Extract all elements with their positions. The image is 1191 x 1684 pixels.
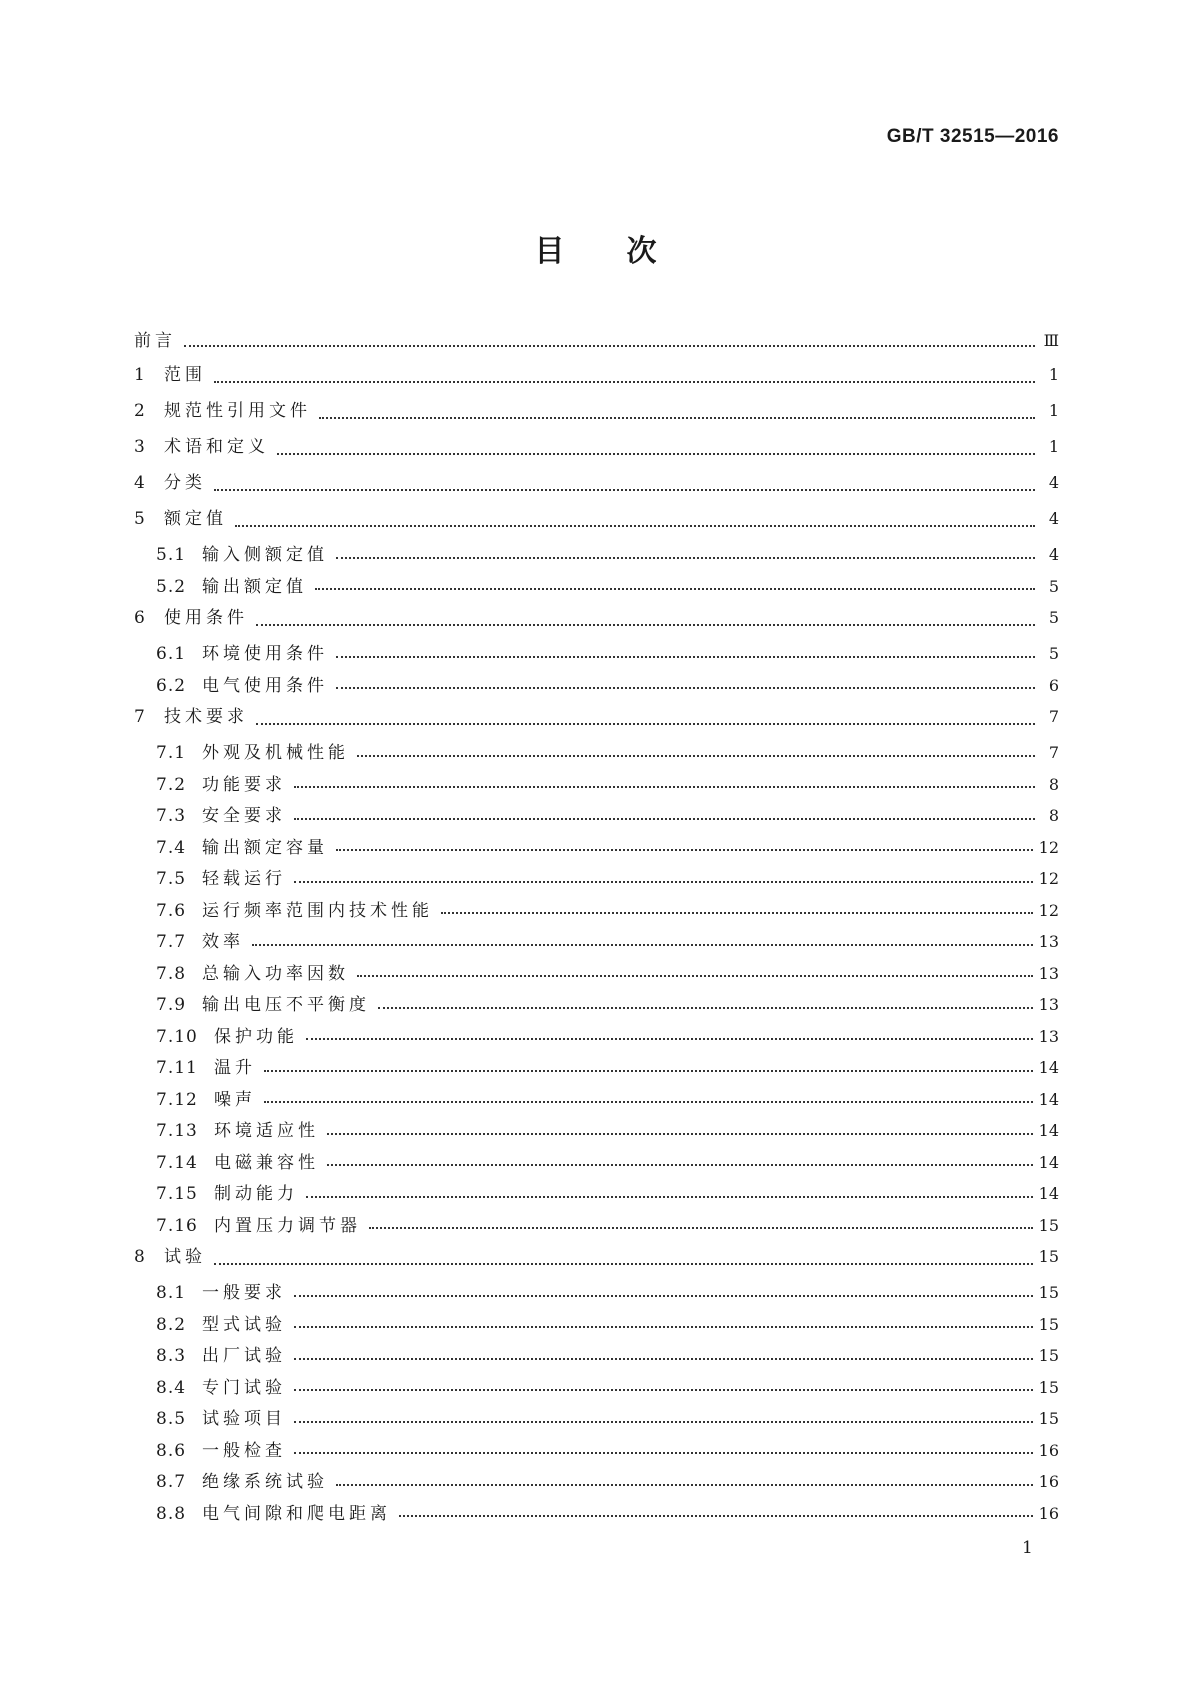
dot-leader — [319, 417, 1035, 419]
toc-entry-label: 噪声 — [214, 1089, 256, 1110]
toc-entry-label: 输出额定容量 — [202, 837, 328, 858]
toc-entry-label: 输出电压不平衡度 — [202, 995, 370, 1015]
dot-leader — [306, 1038, 1033, 1040]
toc-entry-number: 7.3 — [156, 806, 187, 826]
toc-entry-number: 7.13 — [156, 1121, 198, 1141]
toc-entry-label: 试验项目 — [202, 1409, 286, 1429]
toc-entry-number: 8.1 — [156, 1283, 187, 1303]
toc-entry-page: 7 — [1048, 707, 1059, 726]
toc-entry[interactable] — [134, 801, 1059, 833]
toc-entry-page: 14 — [1038, 1184, 1059, 1203]
toc-entry-page: 8 — [1048, 806, 1059, 825]
toc-entry-number: 5.1 — [156, 545, 187, 565]
toc-entry-label: 安全要求 — [202, 806, 286, 826]
toc-entry-page: 14 — [1038, 1089, 1059, 1109]
toc-entry-label: 保护功能 — [214, 1026, 298, 1047]
toc-entry-number: 7.2 — [156, 774, 187, 795]
toc-entry[interactable] — [134, 1242, 1059, 1278]
page-title: 目次 — [534, 234, 719, 269]
toc-entry[interactable] — [134, 738, 1059, 770]
dot-leader — [294, 1421, 1033, 1423]
toc-entry-label: 总输入功率因数 — [202, 963, 349, 984]
toc-entry-label: 术语和定义 — [164, 437, 269, 457]
toc-entry-number: 7.6 — [156, 900, 187, 921]
toc-entry-page: 14 — [1038, 1058, 1059, 1077]
toc-entry-label: 前言 — [134, 331, 176, 351]
dot-leader — [399, 1515, 1033, 1517]
toc-entry[interactable] — [134, 1022, 1059, 1054]
dot-leader — [277, 453, 1035, 455]
toc-entry-label: 运行频率范围内技术性能 — [202, 900, 433, 921]
dot-leader — [294, 881, 1033, 883]
toc-entry[interactable] — [134, 702, 1059, 738]
toc-entry-page: 7 — [1048, 743, 1059, 762]
toc-entry-number: 8.2 — [156, 1314, 187, 1335]
toc-entry[interactable] — [134, 896, 1059, 928]
toc-entry-number: 1 — [134, 365, 146, 385]
dot-leader — [357, 755, 1035, 757]
toc-entry-page: 12 — [1038, 869, 1059, 888]
toc-entry-label: 额定值 — [164, 509, 227, 529]
toc-entry-number: 3 — [134, 437, 146, 457]
toc-entry-page: 1 — [1048, 437, 1059, 456]
toc-entry[interactable] — [134, 927, 1059, 959]
toc-entry-page: 15 — [1038, 1314, 1059, 1334]
toc-entry[interactable] — [134, 504, 1059, 540]
toc-entry-page: 8 — [1048, 774, 1059, 794]
toc-entry-number: 8.5 — [156, 1409, 187, 1429]
document-code: GB/T 32515—2016 — [886, 126, 1059, 147]
toc-entry-number: 7.5 — [156, 869, 187, 889]
toc-entry-label: 轻载运行 — [202, 869, 286, 889]
toc-entry-page: 14 — [1038, 1121, 1059, 1140]
toc-entry-page: 15 — [1038, 1215, 1059, 1235]
dot-leader — [327, 1164, 1033, 1166]
toc-entry-page: 5 — [1048, 644, 1059, 663]
toc-entry-number: 8.7 — [156, 1472, 187, 1492]
dot-leader — [336, 687, 1035, 689]
toc-entry-label: 规范性引用文件 — [164, 401, 311, 421]
toc-entry-number: 8 — [134, 1247, 146, 1267]
toc-entry-page: 4 — [1048, 545, 1059, 564]
dot-leader — [264, 1070, 1033, 1072]
toc-entry-number: 6 — [134, 608, 146, 628]
toc-entry[interactable] — [134, 360, 1059, 396]
toc-entry-label: 外观及机械性能 — [202, 743, 349, 763]
toc-entry[interactable] — [134, 639, 1059, 671]
dot-leader — [294, 1295, 1033, 1297]
dot-leader — [336, 557, 1035, 559]
toc-entry-number: 8.6 — [156, 1440, 187, 1461]
dot-leader — [264, 1101, 1033, 1103]
toc-entry-number: 7.11 — [156, 1058, 198, 1078]
toc-entry-number: 5 — [134, 509, 146, 529]
dot-leader — [294, 1326, 1033, 1328]
toc-entry-number: 7.10 — [156, 1026, 198, 1047]
toc-entry-page: 4 — [1048, 509, 1059, 528]
toc-entry-label: 输入侧额定值 — [202, 545, 328, 565]
dot-leader — [235, 525, 1035, 527]
toc-entry-number: 8.4 — [156, 1377, 187, 1398]
toc-entry-label: 环境适应性 — [214, 1121, 319, 1141]
page-number: 1 — [1022, 1538, 1033, 1558]
dot-leader — [294, 1389, 1033, 1391]
toc-entry-page: 1 — [1048, 365, 1059, 384]
toc-entry-label: 内置压力调节器 — [214, 1215, 361, 1236]
toc-entry[interactable] — [134, 671, 1059, 703]
toc-entry-page: 12 — [1038, 837, 1059, 857]
toc-entry-number: 2 — [134, 401, 146, 421]
dot-leader — [378, 1007, 1033, 1009]
dot-leader — [256, 624, 1035, 626]
toc-entry[interactable] — [134, 1116, 1059, 1148]
toc-entry-number: 6.1 — [156, 644, 187, 664]
toc-entry-label: 功能要求 — [202, 774, 286, 795]
toc-entry[interactable] — [134, 540, 1059, 572]
toc-entry[interactable] — [134, 1341, 1059, 1373]
toc-entry[interactable] — [134, 603, 1059, 639]
toc-entry[interactable] — [134, 572, 1059, 604]
toc-entry-number: 7.1 — [156, 743, 187, 763]
dot-leader — [256, 723, 1035, 725]
toc-entry-label: 出厂试验 — [202, 1346, 286, 1366]
toc-entry[interactable] — [134, 432, 1059, 468]
toc-entry[interactable] — [134, 396, 1059, 432]
toc-entry-label: 型式试验 — [202, 1314, 286, 1335]
toc-entry-page: 16 — [1038, 1440, 1059, 1460]
toc-entry-label: 温升 — [214, 1058, 256, 1078]
toc-entry-number: 7.12 — [156, 1089, 198, 1110]
toc-entry[interactable] — [134, 1179, 1059, 1211]
toc-entry[interactable] — [134, 1278, 1059, 1310]
dot-leader — [336, 849, 1033, 851]
dot-leader — [214, 381, 1035, 383]
toc-entry-page: 14 — [1038, 1152, 1059, 1172]
toc-entry-number: 7.14 — [156, 1152, 198, 1173]
toc-entry-label: 效率 — [202, 932, 244, 952]
dot-leader — [294, 1358, 1033, 1360]
toc-entry-page: 13 — [1038, 963, 1059, 983]
dot-leader — [315, 588, 1035, 590]
table-of-contents — [134, 326, 1059, 1530]
toc-entry-page: 4 — [1048, 473, 1059, 492]
toc-entry-label: 电气间隙和爬电距离 — [202, 1503, 391, 1524]
toc-entry-number: 7.9 — [156, 995, 187, 1015]
toc-entry-number: 8.8 — [156, 1503, 187, 1524]
toc-entry-label: 环境使用条件 — [202, 644, 328, 664]
toc-entry-number: 7 — [134, 707, 146, 727]
toc-entry-label: 技术要求 — [164, 707, 248, 727]
toc-entry-number: 8.3 — [156, 1346, 187, 1366]
toc-entry-page: 13 — [1038, 932, 1059, 951]
dot-leader — [306, 1196, 1033, 1198]
toc-entry[interactable] — [134, 959, 1059, 991]
toc-entry[interactable] — [134, 326, 1059, 360]
toc-entry-label: 使用条件 — [164, 608, 248, 628]
toc-entry-label: 一般检查 — [202, 1440, 286, 1461]
toc-entry[interactable] — [134, 990, 1059, 1022]
toc-entry-page: 15 — [1038, 1283, 1059, 1302]
dot-leader — [357, 975, 1033, 977]
toc-entry-page: 13 — [1038, 1026, 1059, 1046]
toc-entry-number: 7.7 — [156, 932, 187, 952]
toc-entry[interactable] — [134, 864, 1059, 896]
toc-entry-page: 15 — [1038, 1377, 1059, 1397]
toc-entry[interactable] — [134, 1053, 1059, 1085]
toc-entry-page: 15 — [1038, 1346, 1059, 1365]
toc-entry[interactable] — [134, 1211, 1059, 1243]
toc-entry-label: 一般要求 — [202, 1283, 286, 1303]
toc-entry-number: 7.15 — [156, 1184, 198, 1204]
toc-entry-page: 12 — [1038, 900, 1059, 920]
toc-entry-page: 5 — [1048, 576, 1059, 596]
toc-entry-number: 6.2 — [156, 675, 187, 696]
dot-leader — [441, 912, 1033, 914]
dot-leader — [214, 1263, 1033, 1265]
toc-entry-label: 试验 — [164, 1247, 206, 1267]
dot-leader — [294, 786, 1035, 788]
toc-entry-page: 1 — [1048, 401, 1059, 420]
dot-leader — [252, 944, 1033, 946]
dot-leader — [369, 1227, 1033, 1229]
toc-entry[interactable] — [134, 1148, 1059, 1180]
toc-entry[interactable] — [134, 1436, 1059, 1468]
toc-entry-page: 5 — [1048, 608, 1059, 627]
toc-entry[interactable] — [134, 770, 1059, 802]
toc-entry-number: 5.2 — [156, 576, 187, 597]
toc-entry[interactable] — [134, 1404, 1059, 1436]
toc-entry-page: 16 — [1038, 1503, 1059, 1523]
toc-entry-page: 15 — [1038, 1247, 1059, 1266]
dot-leader — [294, 1452, 1033, 1454]
toc-entry-page: 13 — [1038, 995, 1059, 1014]
dot-leader — [294, 818, 1035, 820]
toc-entry-label: 分类 — [164, 473, 206, 493]
toc-entry[interactable] — [134, 833, 1059, 865]
toc-entry[interactable] — [134, 468, 1059, 504]
dot-leader — [214, 489, 1035, 491]
dot-leader — [327, 1133, 1033, 1135]
toc-entry-label: 电气使用条件 — [202, 675, 328, 696]
toc-entry-label: 绝缘系统试验 — [202, 1472, 328, 1492]
toc-entry[interactable] — [134, 1499, 1059, 1531]
toc-entry-label: 电磁兼容性 — [214, 1152, 319, 1173]
toc-entry-number: 4 — [134, 473, 146, 493]
dot-leader — [336, 656, 1035, 658]
toc-entry[interactable] — [134, 1310, 1059, 1342]
toc-entry-number: 7.8 — [156, 963, 187, 984]
toc-entry[interactable] — [134, 1085, 1059, 1117]
toc-entry-page: 16 — [1038, 1472, 1059, 1491]
toc-entry-page: Ⅲ — [1043, 331, 1059, 350]
toc-entry-label: 范围 — [164, 365, 206, 385]
toc-entry-number: 7.16 — [156, 1215, 198, 1236]
dot-leader — [336, 1484, 1033, 1486]
toc-entry-number: 7.4 — [156, 837, 187, 858]
toc-entry-label: 输出额定值 — [202, 576, 307, 597]
toc-entry-label: 制动能力 — [214, 1184, 298, 1204]
toc-entry-page: 15 — [1038, 1409, 1059, 1428]
toc-entry[interactable] — [134, 1373, 1059, 1405]
toc-entry[interactable] — [134, 1467, 1059, 1499]
toc-entry-page: 6 — [1048, 675, 1059, 695]
dot-leader — [184, 345, 1035, 347]
toc-entry-label: 专门试验 — [202, 1377, 286, 1398]
